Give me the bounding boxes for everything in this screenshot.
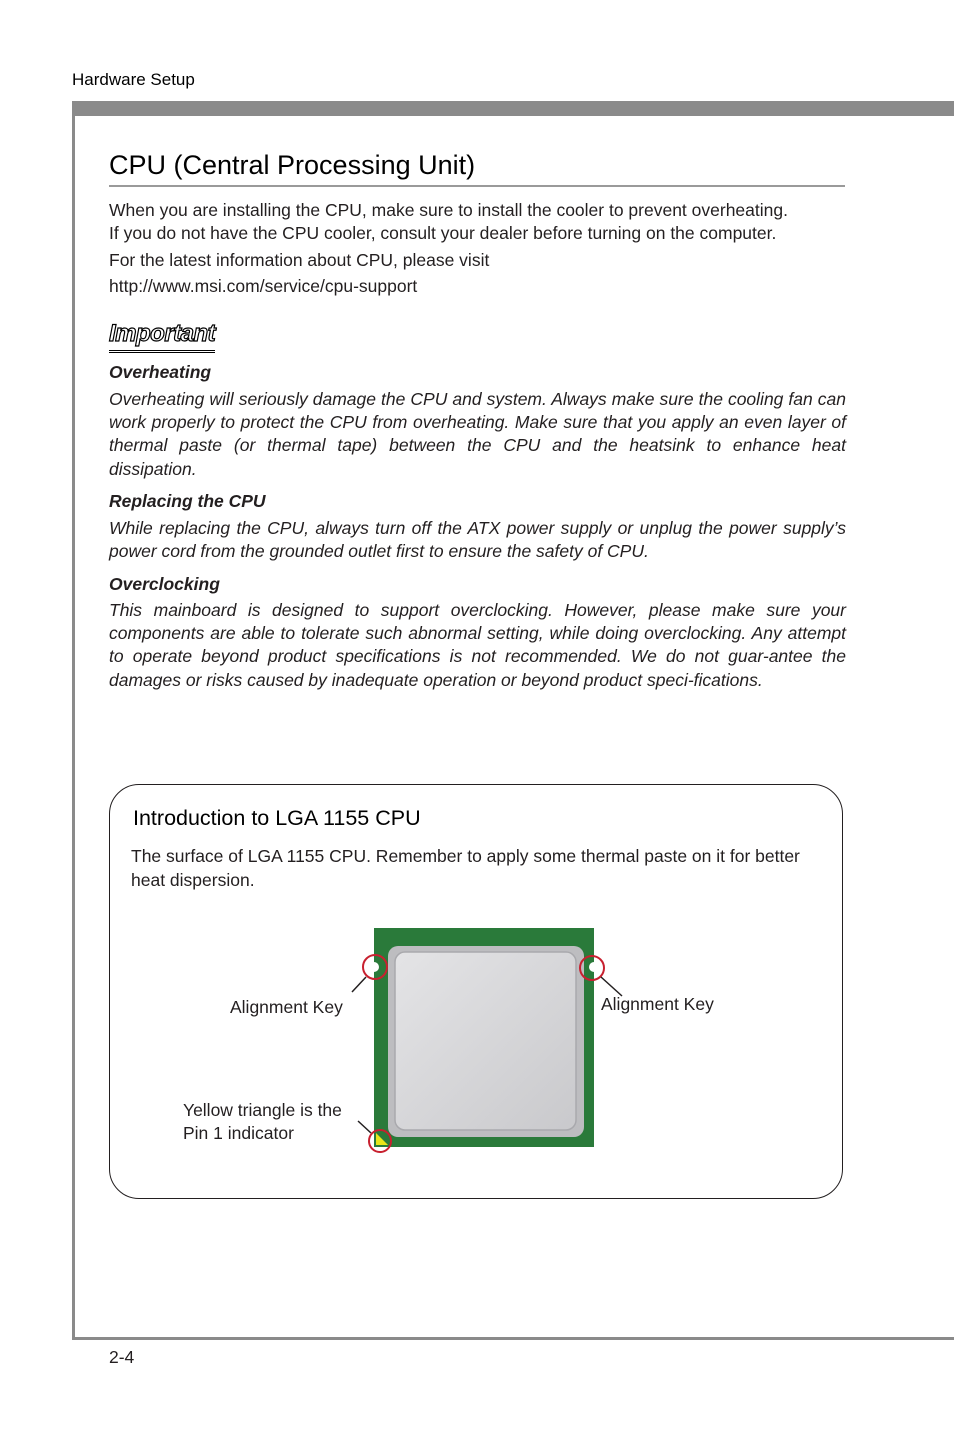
left-key-leader-line [352, 977, 366, 992]
page-title: CPU (Central Processing Unit) [109, 150, 845, 187]
replacing-cpu-body: While replacing the CPU, always turn off the ATX power supply or unplug the power supply’s power cord from the grounded outlet first to ensure the safety of CPU. [109, 518, 846, 562]
pin1-label-line-2: Pin 1 indicator [183, 1123, 294, 1143]
overheating-title: Overheating [109, 362, 212, 382]
left-alignment-notch [369, 962, 379, 972]
lga-box-title: Introduction to LGA 1155 CPU [133, 806, 421, 830]
cpu-ihs-top [395, 952, 576, 1130]
replacing-cpu-title: Replacing the CPU [109, 491, 266, 511]
pin1-label-line-1: Yellow triangle is the [183, 1100, 342, 1120]
intro-line-1: When you are installing the CPU, make sure to install the cooler to prevent overheating. [109, 200, 788, 220]
right-alignment-key-label: Alignment Key [601, 994, 714, 1014]
overheating-body: Overheating will seriously damage the CPU and system. Always make sure the cooling fan can work properly to protect the CPU from overheating. Make sure that you apply an even layer of thermal paste (or thermal tape) between the CPU and the heatsink to enhance heat dissipation. [109, 389, 846, 479]
intro-url[interactable]: http://www.msi.com/service/cpu-support [109, 276, 418, 296]
intro-line-3: For the latest information about CPU, please visit [109, 250, 490, 270]
right-alignment-notch [589, 962, 599, 972]
left-alignment-key-label: Alignment Key [230, 997, 343, 1017]
lga-box-description: The surface of LGA 1155 CPU. Remember to apply some thermal paste on it for better heat dispersion. [131, 846, 800, 890]
overclocking-body: This mainboard is designed to support overclocking. However, please make sure your components are able to tolerate such abnormal setting, while doing overclocking. Any attempt to operate beyond product specifications is not recommended. We do not guar-antee the damages or risks caused by inadequate operation or beyond product speci-fications. [109, 600, 846, 690]
running-head: Hardware Setup [72, 70, 195, 89]
important-heading: Important [109, 318, 215, 353]
page-number: 2-4 [109, 1347, 135, 1367]
pin1-leader-line [358, 1121, 371, 1133]
intro-line-2: If you do not have the CPU cooler, consult your dealer before turning on the computer. [109, 223, 777, 243]
overclocking-title: Overclocking [109, 574, 220, 594]
